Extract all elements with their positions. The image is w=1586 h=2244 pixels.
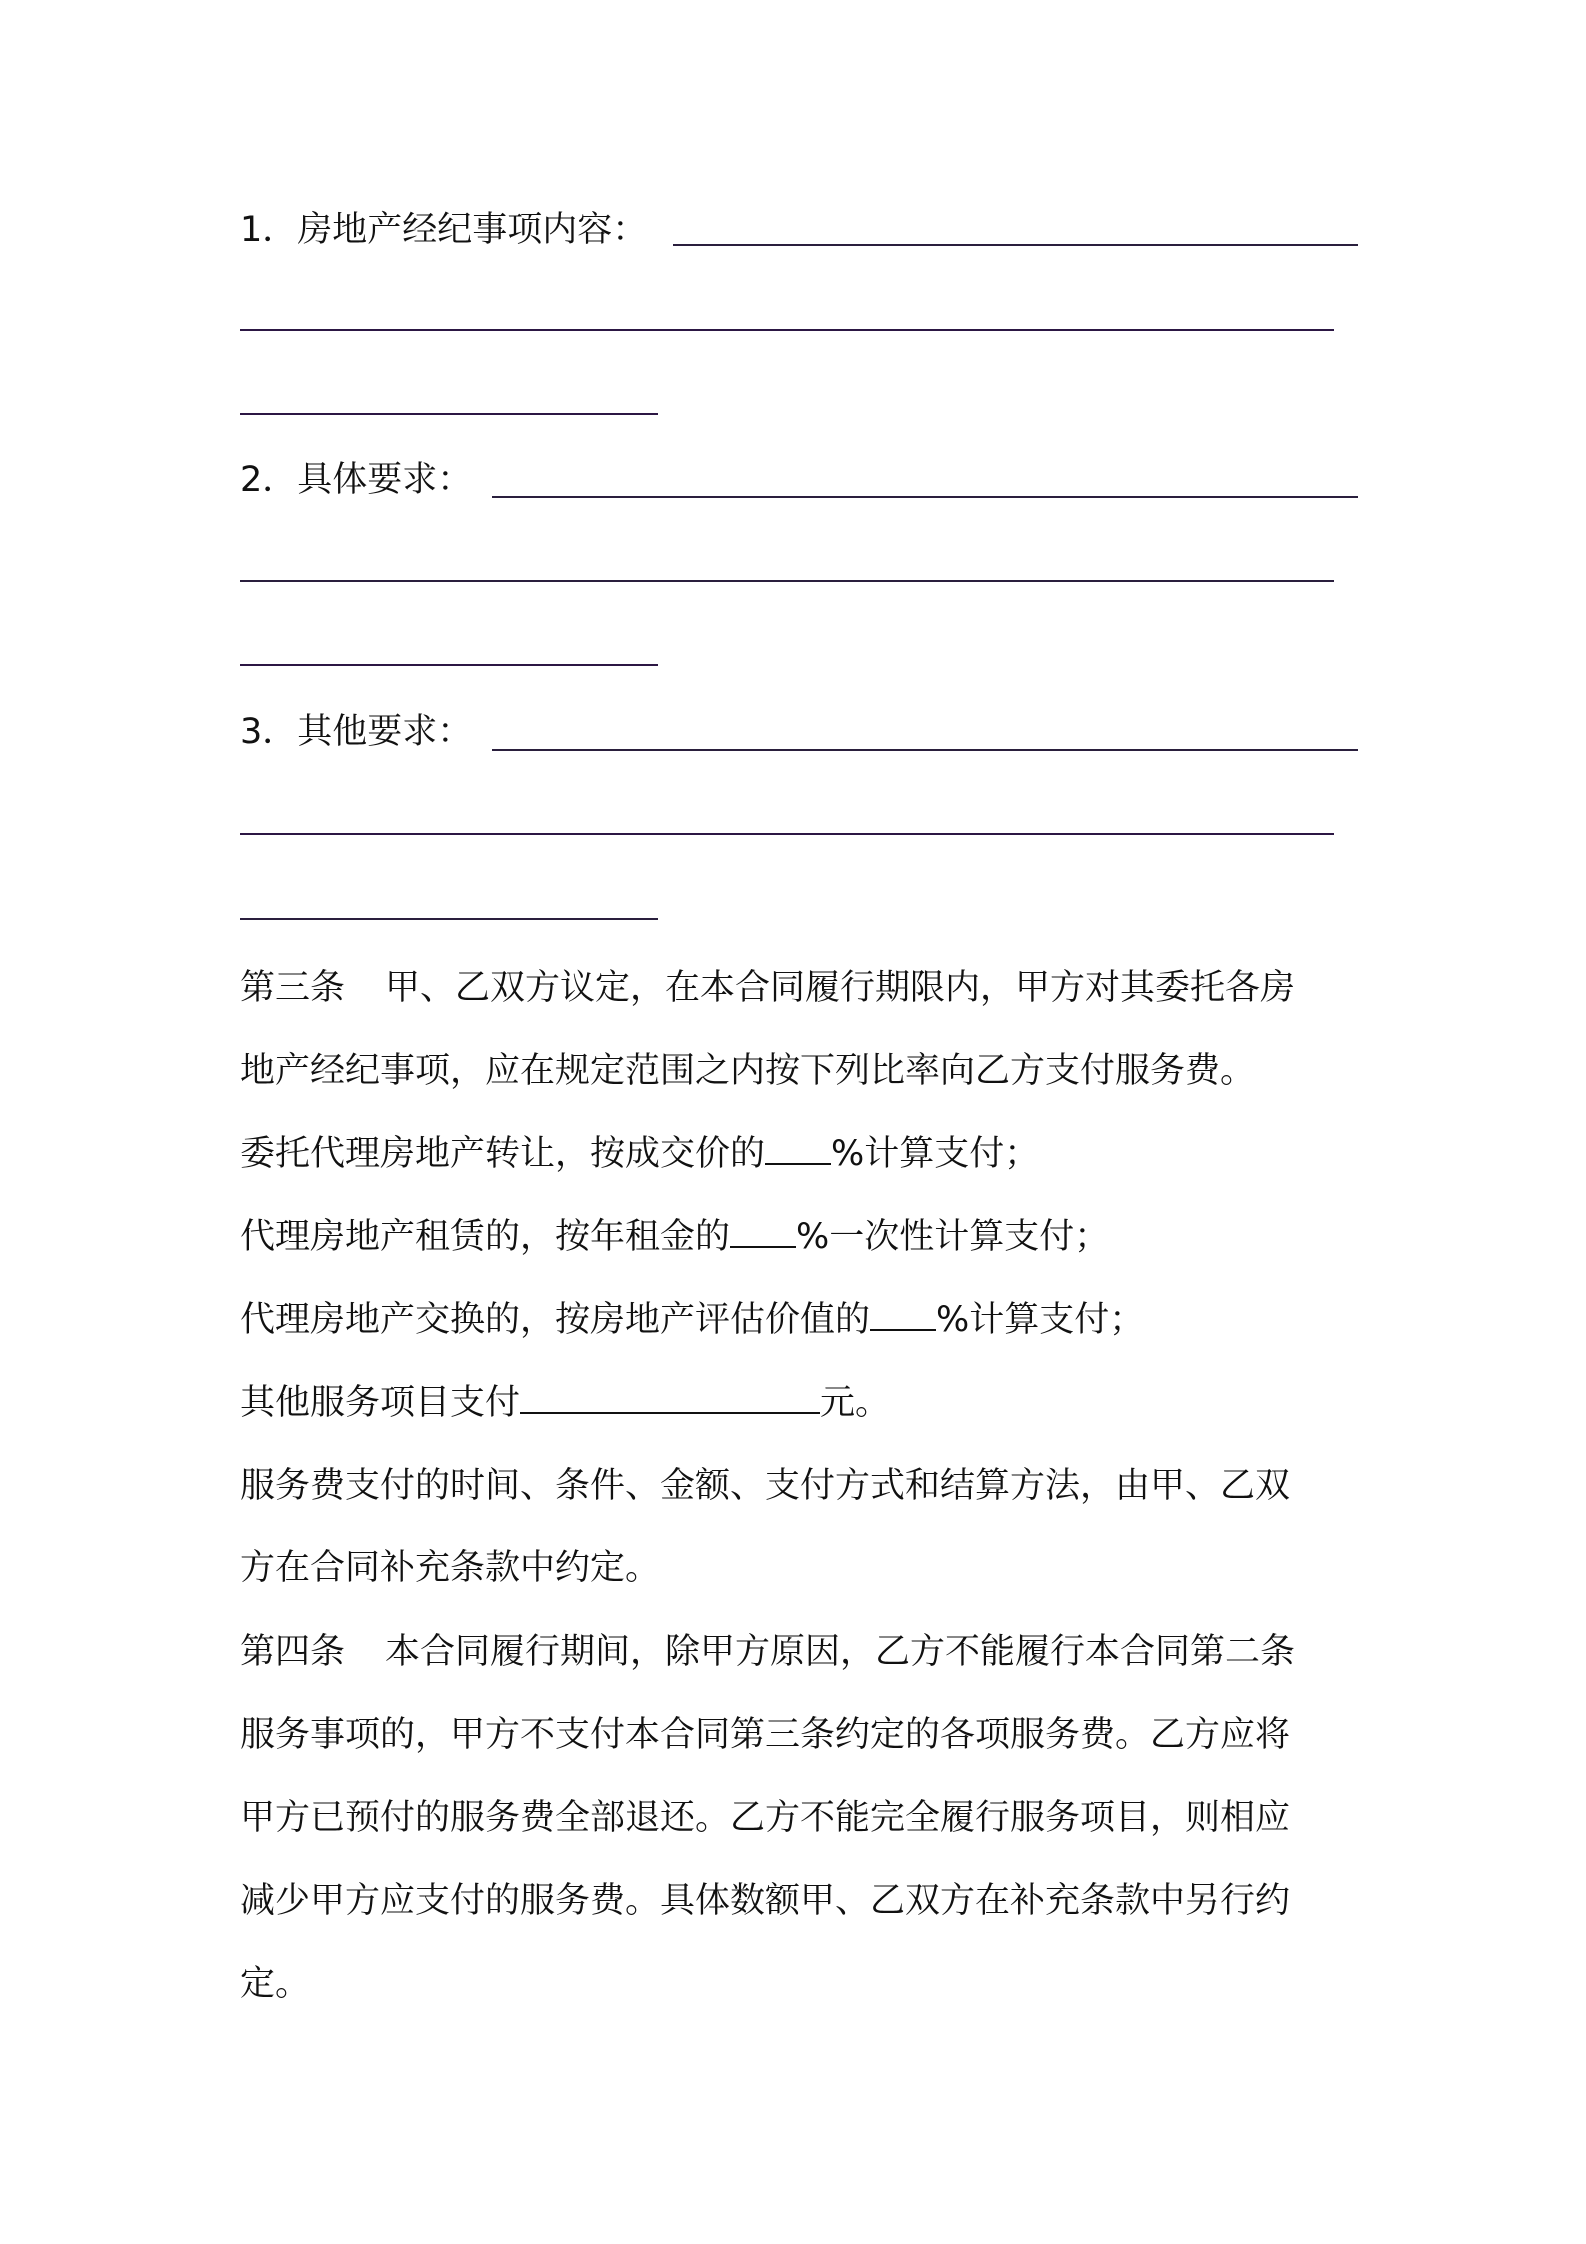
article-3-heading: 第三条 xyxy=(240,968,346,1008)
fee-other-blank[interactable] xyxy=(520,1376,820,1414)
item-2-number: 2． xyxy=(240,460,298,500)
payment-line-1 xyxy=(240,1456,1290,1516)
fee-transfer-label: 委托代理房地产转让，按成交价的 xyxy=(240,1134,766,1174)
item-1-blank-line-2[interactable] xyxy=(240,329,1334,331)
article-4-text-3: 甲方已预付的服务费全部退还。乙方不能完全履行服务项目，则相应 xyxy=(240,1798,1291,1838)
fee-other-line xyxy=(240,1373,890,1433)
fee-other-label: 其他服务项目支付 xyxy=(240,1383,521,1423)
article-4-text-5: 定。 xyxy=(240,1964,311,2004)
fee-exchange-blank[interactable] xyxy=(870,1293,936,1331)
fee-exchange-label: 代理房地产交换的，按房地产评估价值的 xyxy=(240,1300,871,1340)
article-4-heading: 第四条 xyxy=(240,1632,346,1672)
item-2-blank-line-2[interactable] xyxy=(240,580,1334,582)
article-3-text-2: 地产经纪事项，应在规定范围之内按下列比率向乙方支付服务费。 xyxy=(240,1051,1256,1091)
article-4-line-3 xyxy=(240,1788,1290,1848)
article-3-line-2 xyxy=(240,1041,1255,1101)
item-1-blank-line-3[interactable] xyxy=(240,413,658,415)
article-4-text-1: 本合同履行期间，除甲方原因，乙方不能履行本合同第二条 xyxy=(385,1632,1296,1672)
fee-transfer-suffix: %计算支付； xyxy=(831,1134,1040,1174)
article-4-text-2: 服务事项的，甲方不支付本合同第三条约定的各项服务费。乙方应将 xyxy=(240,1715,1291,1755)
item-2-blank-line-3[interactable] xyxy=(240,664,658,666)
item-2-label: 具体要求： xyxy=(297,460,473,500)
fee-lease-line xyxy=(240,1207,1109,1267)
item-1-blank-line-1[interactable] xyxy=(673,244,1358,246)
article-4-line-1 xyxy=(240,1622,1295,1682)
fee-transfer-blank[interactable] xyxy=(765,1127,831,1165)
item-1-label: 房地产经纪事项内容： xyxy=(297,210,648,250)
item-3-blank-line-1[interactable] xyxy=(492,749,1358,751)
item-3 xyxy=(240,702,472,762)
fee-other-suffix: 元。 xyxy=(820,1383,891,1423)
fee-lease-label: 代理房地产租赁的，按年租金的 xyxy=(240,1217,731,1257)
item-1 xyxy=(240,200,647,260)
payment-text-2: 方在合同补充条款中约定。 xyxy=(240,1548,661,1588)
item-1-number: 1． xyxy=(240,210,298,250)
payment-text-1: 服务费支付的时间、条件、金额、支付方式和结算方法，由甲、乙双 xyxy=(240,1466,1291,1506)
fee-lease-suffix: %一次性计算支付； xyxy=(796,1217,1110,1257)
payment-line-2 xyxy=(240,1538,660,1598)
article-4-line-4 xyxy=(240,1871,1290,1931)
article-4-line-2 xyxy=(240,1705,1290,1765)
item-3-blank-line-2[interactable] xyxy=(240,833,1334,835)
item-2 xyxy=(240,450,472,510)
fee-transfer-line xyxy=(240,1124,1039,1184)
item-2-blank-line-1[interactable] xyxy=(492,496,1358,498)
fee-exchange-line xyxy=(240,1290,1144,1350)
item-3-blank-line-3[interactable] xyxy=(240,918,658,920)
item-3-number: 3． xyxy=(240,712,298,752)
fee-exchange-suffix: %计算支付； xyxy=(936,1300,1145,1340)
article-4-line-5 xyxy=(240,1954,310,2014)
article-4-text-4: 减少甲方应支付的服务费。具体数额甲、乙双方在补充条款中另行约 xyxy=(240,1881,1291,1921)
item-3-label: 其他要求： xyxy=(297,712,473,752)
fee-lease-blank[interactable] xyxy=(730,1210,796,1248)
article-3-text-1: 甲、乙双方议定，在本合同履行期限内，甲方对其委托各房 xyxy=(385,968,1296,1008)
article-3-line-1 xyxy=(240,958,1295,1018)
